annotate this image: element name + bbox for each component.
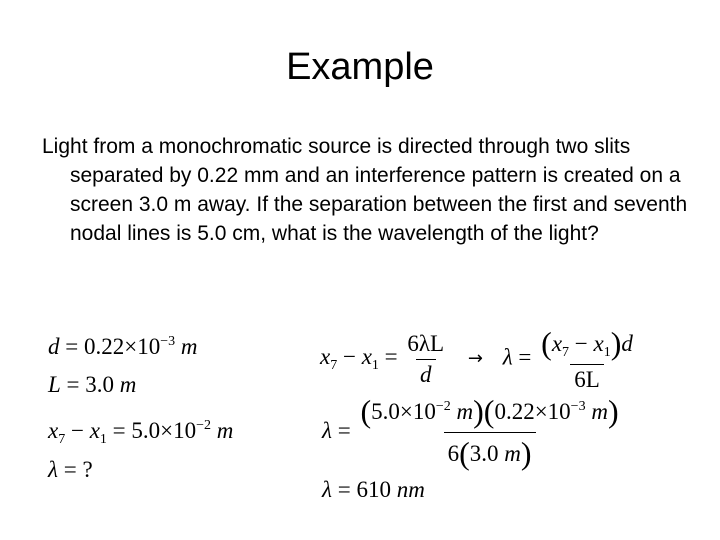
given-lambda: λ = ? — [48, 457, 93, 482]
result-unit: nm — [396, 477, 425, 502]
substitution-denominator: 6(3.0 m) — [444, 432, 536, 472]
rearranged-denominator: 6L — [570, 364, 604, 393]
result-row: λ = 610 nm — [322, 477, 425, 502]
L-value: 3.0 — [85, 372, 115, 397]
substitution-lhs: λ = — [322, 417, 351, 443]
rearranged-lhs: λ = — [502, 344, 532, 370]
step2-b: 0.22×10 — [494, 399, 571, 424]
dx-value: 5.0×10 — [131, 418, 197, 443]
step2-a-exponent: −2 — [435, 399, 451, 414]
given-dx: $x_7 - x_1 = 5.0\times 10^{-2}$ m — [48, 418, 234, 447]
d-value: 0.22×10 — [83, 334, 161, 359]
result-value: 610 — [356, 477, 391, 502]
rearranged-fraction — [537, 325, 637, 393]
problem-statement: Light from a monochromatic source is directed through two slits separated by 0.22 mm and an interference pattern is created on a screen 3.0 m away. If the separation between the first and seventh nodal lines is 5.0 cm, what is the wavelength of the light? — [42, 135, 688, 245]
dx-exponent: −2 — [196, 418, 212, 433]
equation-row — [320, 325, 637, 393]
substitution-numerator: ($5.0\times 10^{-2}$ $m)(0.22\times 10^{-3}$ m) — [360, 393, 619, 429]
given-L: L = 3.0 m — [48, 372, 137, 397]
equation-numerator: 6λL — [407, 330, 445, 356]
equation-lhs: $x_7 - x_1$ = — [320, 344, 398, 374]
lambda-unknown: ? — [82, 457, 93, 482]
step2-b-exponent: −3 — [570, 399, 586, 414]
substitution-row — [322, 393, 623, 472]
equation-fraction — [403, 331, 448, 388]
step2-den-coef: 6 — [447, 441, 460, 466]
equation-denominator: d — [416, 359, 436, 388]
rearranged-numerator: $(x_7 - x_1)d$ — [541, 325, 633, 361]
slide-title: Example — [286, 46, 434, 88]
substitution-fraction — [356, 393, 622, 472]
d-exponent: −3 — [160, 334, 176, 349]
step2-den-value: 3.0 — [469, 441, 499, 466]
step2-a: 5.0×10 — [371, 399, 436, 424]
implies-arrow-icon: → — [467, 348, 483, 370]
given-d: $d = 0.22\times 10^{-3}$ m — [48, 334, 198, 359]
